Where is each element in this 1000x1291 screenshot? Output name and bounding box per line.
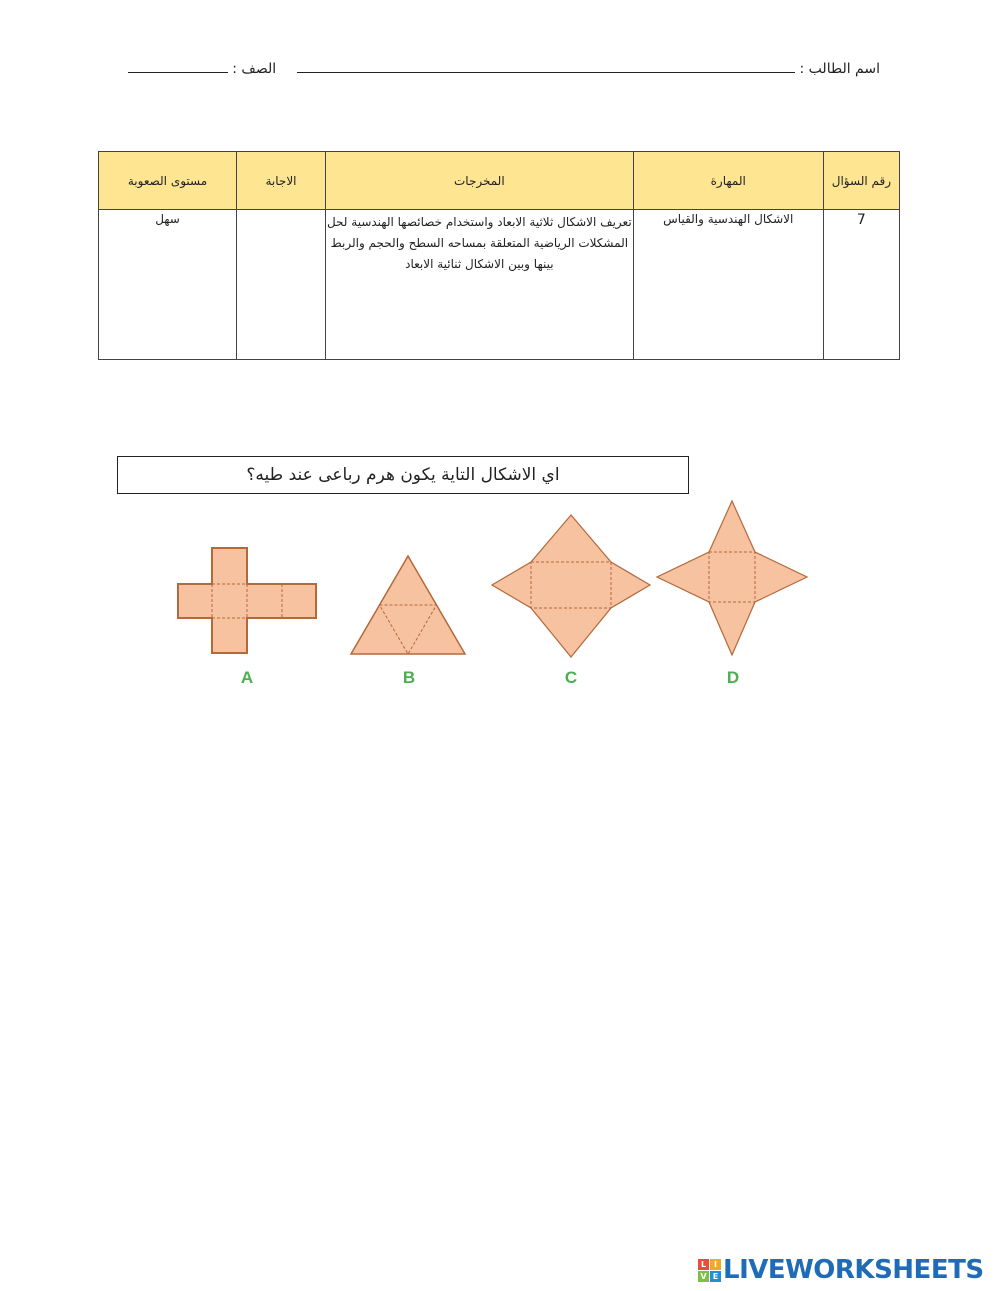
class-field[interactable] [128, 58, 228, 73]
logo-text: LIVEWORKSHEETS [723, 1255, 984, 1285]
cell-outcomes: تعريف الاشكال ثلاثية الابعاد واستخدام خصائصها الهندسية لحل المشكلات الرياضية المتعلقة بمساحه السطح والحجم والربط بينها وبين الاشكال ثنائية الابعاد [325, 210, 633, 360]
table-header-row [99, 152, 900, 210]
header-difficulty: مستوى الصعوبة [99, 152, 237, 210]
student-info-line [140, 58, 880, 82]
table-row [99, 210, 900, 360]
option-d-pyramid-net[interactable] [655, 499, 809, 657]
option-a-cube-net[interactable] [176, 547, 318, 655]
logo-blocks-icon: L I V E [698, 1259, 721, 1282]
liveworksheets-logo [698, 1253, 984, 1287]
option-d-label: D [726, 668, 740, 687]
option-a-label: A [240, 668, 254, 687]
student-name-label: اسم الطالب : [799, 61, 880, 77]
cell-question-number: 7 [823, 210, 899, 360]
option-b-label: B [402, 668, 416, 687]
question-text: اي الاشكال التاية يكون هرم رباعى عند طيه؟ [117, 456, 689, 494]
header-answer: الاجابة [237, 152, 326, 210]
header-question-number: رقم السؤال [823, 152, 899, 210]
header-outcomes: المخرجات [325, 152, 633, 210]
student-name-field[interactable] [297, 58, 795, 73]
class-label: الصف : [232, 61, 277, 77]
option-c-pyramid-net[interactable] [490, 513, 652, 659]
option-c-label: C [564, 668, 578, 687]
question-info-table [98, 151, 900, 360]
cell-skill: الاشكال الهندسية والقياس [633, 210, 823, 360]
cell-answer[interactable] [237, 210, 326, 360]
header-skill: المهارة [633, 152, 823, 210]
cell-difficulty: سهل [99, 210, 237, 360]
option-b-tetrahedron-net[interactable] [349, 554, 467, 656]
